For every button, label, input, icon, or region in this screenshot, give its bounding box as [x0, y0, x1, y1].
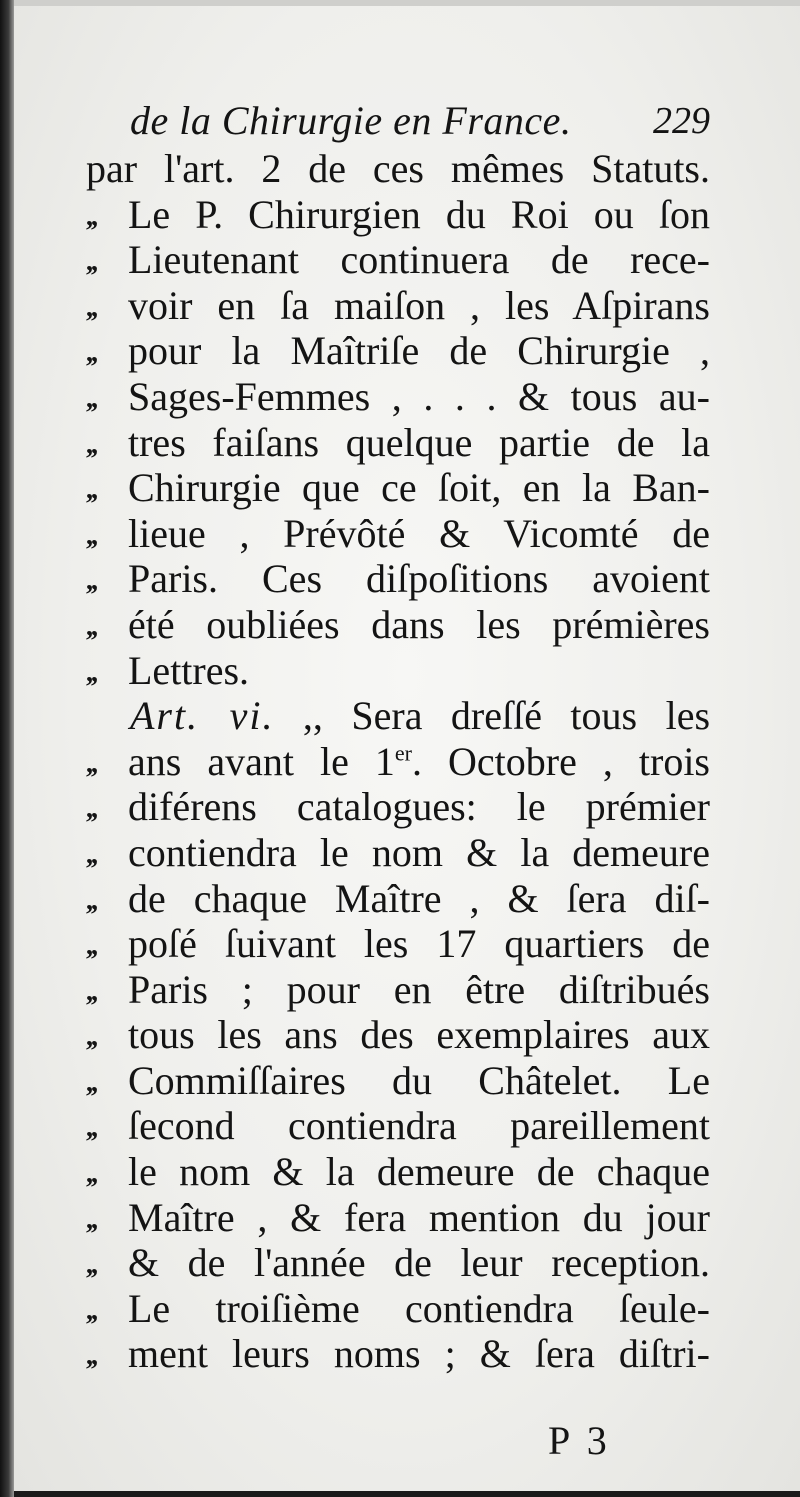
text-line: [86, 465, 710, 511]
quotation-mark: ,,: [86, 428, 96, 460]
quotation-mark: ,,: [86, 1112, 96, 1144]
quotation-mark: ,,: [86, 930, 96, 962]
line-text: de chaque Maître , & ſera diſ-: [128, 875, 710, 921]
running-title: de la Chirurgie en France.: [130, 98, 572, 143]
line-text: diférens catalogues: le prémier: [128, 784, 710, 830]
text-line: [86, 693, 710, 739]
line-text: le nom & la demeure de chaque: [128, 1149, 710, 1195]
text-line: [86, 1149, 710, 1195]
line-text: tres faiſans quelque partie de la: [128, 419, 710, 465]
text-line: [86, 784, 710, 830]
line-text: voir en ſa maiſon , les Aſpirans: [128, 282, 710, 328]
line-text: Le troiſième contiendra ſeule-: [128, 1285, 710, 1331]
line-text: [128, 739, 710, 785]
text-line: [86, 830, 710, 876]
quotation-mark: ,,: [86, 337, 96, 369]
line-text-part: . Octobre , trois: [411, 738, 710, 784]
text-line: [86, 1195, 710, 1241]
line-text: lieue , Prévôté & Vicomté de: [128, 510, 710, 556]
line-text: poſé ſuivant les 17 quartiers de: [128, 921, 710, 967]
line-text: ſecond contiendra pareillement: [128, 1103, 710, 1149]
line-text-part: ,, Sera dreſſé tous les: [302, 693, 711, 739]
line-text: pour la Maîtriſe de Chirurgie ,: [128, 328, 710, 374]
line-text: Maître , & fera mention du jour: [128, 1194, 710, 1240]
line-text: Le P. Chirurgien du Roi ou ſon: [128, 191, 710, 237]
text-line: [86, 237, 710, 283]
line-text: Commiſſaires du Châtelet. Le: [128, 1057, 710, 1103]
text-line: [86, 1012, 710, 1058]
text-line: [86, 511, 710, 557]
text-line: [86, 556, 710, 602]
quotation-mark: ,,: [86, 747, 96, 779]
quotation-mark: ,,: [86, 1294, 96, 1326]
line-text: & de l'année de leur reception.: [128, 1240, 710, 1286]
text-line: [86, 648, 710, 694]
line-text-part: ans avant le 1: [128, 738, 395, 784]
superscript: er: [394, 740, 412, 766]
article-label: Art. vi.: [130, 693, 275, 739]
quotation-mark: ,,: [86, 200, 96, 232]
text-line: [86, 374, 710, 420]
quotation-mark: ,,: [86, 565, 96, 597]
text-line: [86, 1286, 710, 1332]
quotation-mark: ,,: [86, 1249, 96, 1281]
line-text: été oubliées dans les prémières: [128, 601, 710, 647]
text-line: [86, 1103, 710, 1149]
quotation-mark: ,,: [86, 838, 96, 870]
signature-mark: P 3: [548, 1418, 611, 1463]
line-text: Paris. Ces diſpoſitions avoient: [128, 556, 710, 602]
quotation-mark: ,,: [86, 975, 96, 1007]
quotation-mark: ,,: [86, 1340, 96, 1372]
text-line: [86, 192, 710, 238]
text-line: [86, 283, 710, 329]
line-text: Chirurgie que ce ſoit, en la Ban-: [128, 465, 710, 511]
quotation-mark: ,,: [86, 656, 96, 688]
quotation-mark: ,,: [86, 610, 96, 642]
text-line: [86, 876, 710, 922]
text-line: [86, 739, 710, 785]
body-text: [86, 146, 710, 1377]
quotation-mark: ,,: [86, 291, 96, 323]
quotation-mark: ,,: [86, 884, 96, 916]
quotation-mark: ,,: [86, 1021, 96, 1053]
line-text: [130, 693, 710, 739]
page-gutter-shadow: [0, 0, 14, 1497]
page-number: 229: [653, 100, 710, 142]
line-text: Paris ; pour en être diſtribués: [128, 966, 710, 1012]
text-line: [86, 420, 710, 466]
line-text: Lettres.: [128, 647, 250, 693]
text-line: [86, 146, 710, 192]
line-text: tous les ans des exemplaires aux: [128, 1012, 710, 1058]
line-text: Lieutenant continuera de rece-: [128, 237, 710, 283]
quotation-mark: ,,: [86, 1158, 96, 1190]
text-line: [86, 602, 710, 648]
quotation-mark: ,,: [86, 793, 96, 825]
line-text: ment leurs noms ; & ſera diſtri-: [128, 1331, 710, 1377]
quotation-mark: ,,: [86, 474, 96, 506]
text-line: [86, 967, 710, 1013]
text-line: [86, 1331, 710, 1377]
line-text: par l'art. 2 de ces mêmes Statuts.: [86, 146, 710, 191]
quotation-mark: ,,: [86, 519, 96, 551]
quotation-mark: ,,: [86, 1066, 96, 1098]
quotation-mark: ,,: [86, 246, 96, 278]
text-line: [86, 921, 710, 967]
quotation-mark: ,,: [86, 382, 96, 414]
line-text: contiendra le nom & la demeure: [128, 829, 710, 875]
page-header: [130, 96, 710, 146]
text-line: [86, 328, 710, 374]
quotation-mark: ,,: [86, 1203, 96, 1235]
text-line: [86, 1240, 710, 1286]
text-line: [86, 1058, 710, 1104]
line-text: Sages-Femmes , . . . & tous au-: [128, 373, 710, 419]
